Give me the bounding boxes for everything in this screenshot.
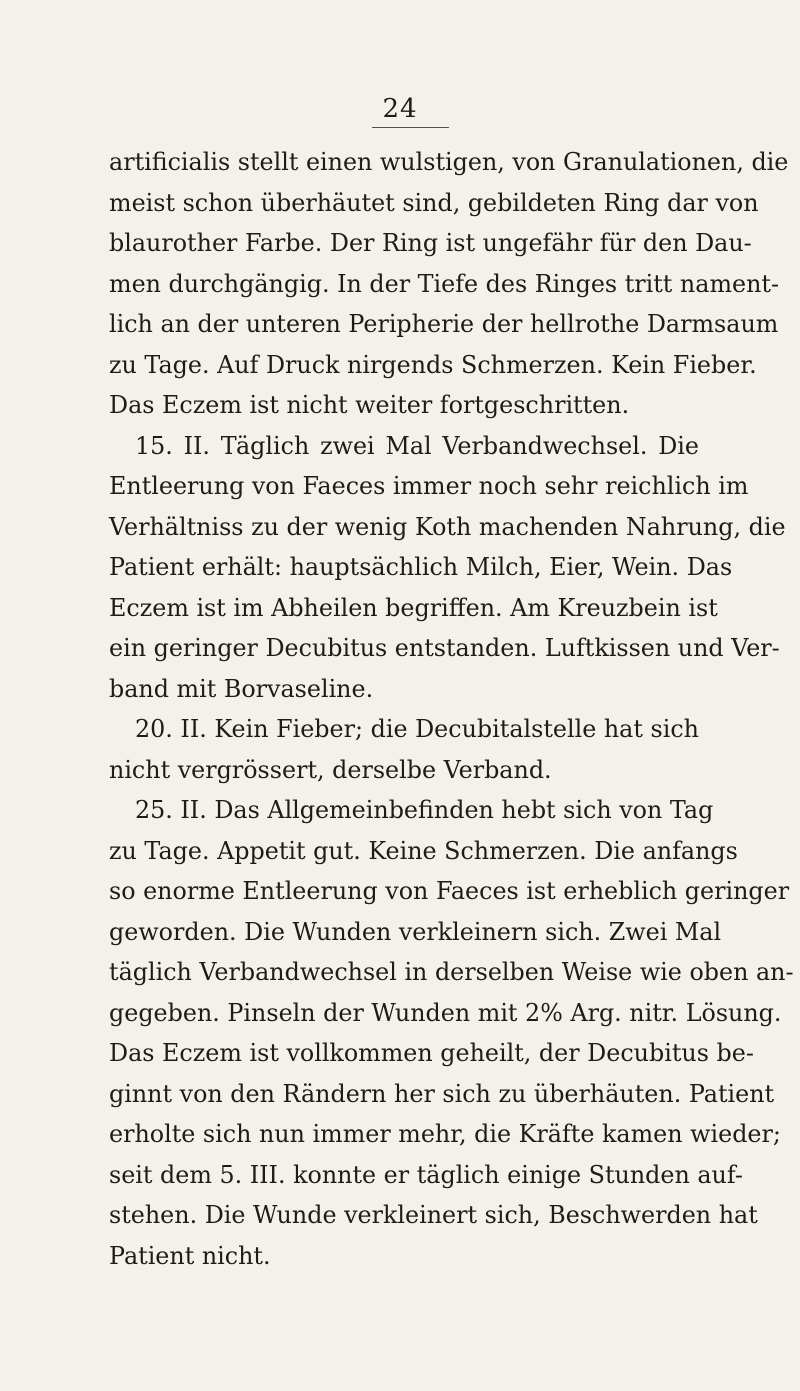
text-line: 20. II. Kein Fieber; die Decubitalstelle hat sich xyxy=(135,715,699,743)
text-line: seit dem 5. III. konnte er täglich einige Stunden auf- xyxy=(109,1160,743,1189)
text-line: Patient nicht. xyxy=(109,1241,271,1270)
page-number: 24 xyxy=(382,94,418,124)
text-line: so enorme Entleerung von Faeces ist erheblich geringer xyxy=(109,877,790,905)
text-line: erholte sich nun immer mehr, die Kräfte kamen wieder; xyxy=(109,1120,781,1148)
text-line: stehen. Die Wunde verkleinert sich, Beschwerden hat xyxy=(109,1201,758,1229)
body-text xyxy=(109,142,794,1276)
text-line: zu Tage. Auf Druck nirgends Schmerzen. Kein Fieber. xyxy=(109,350,757,379)
text-line: Patient erhält: hauptsächlich Milch, Eier, Wein. Das xyxy=(109,553,733,581)
text-line: men durchgängig. In der Tiefe des Ringes tritt nament- xyxy=(109,269,780,298)
text-line: artificialis stellt einen wulstigen, von Granulationen, die xyxy=(109,148,789,176)
text-line: meist schon überhäutet sind, gebildeten Ring dar von xyxy=(109,188,759,217)
text-line: ginnt von den Rändern her sich zu überhäuten. Patient xyxy=(109,1079,775,1108)
text-line: Eczem ist im Abheilen begriffen. Am Kreuzbein ist xyxy=(109,593,718,622)
text-line: Das Eczem ist vollkommen geheilt, der Decubitus be- xyxy=(109,1039,754,1067)
text-line: Verhältniss zu der wenig Koth machenden Nahrung, die xyxy=(109,512,786,541)
text-line: blaurother Farbe. Der Ring ist ungefähr für den Dau- xyxy=(109,229,752,257)
text-line: geworden. Die Wunden verkleinern sich. Zwei Mal xyxy=(109,917,722,946)
text-line: gegeben. Pinseln der Wunden mit 2% Arg. nitr. Lösung. xyxy=(109,998,782,1027)
text-line: täglich Verbandwechsel in derselben Weise wie oben an- xyxy=(109,958,794,986)
text-line: ein geringer Decubitus entstanden. Luftkissen und Ver- xyxy=(109,634,780,662)
text-line: zu Tage. Appetit gut. Keine Schmerzen. Die anfangs xyxy=(109,836,738,865)
text-line: Entleerung von Faeces immer noch sehr reichlich im xyxy=(109,472,749,500)
text-line: Das Eczem ist nicht weiter fortgeschritten. xyxy=(109,391,630,419)
text-line: band mit Borvaseline. xyxy=(109,674,374,703)
text-line: 15. II. Täglich zwei Mal Verbandwechsel. Die xyxy=(135,431,699,460)
text-line: lich an der unteren Peripherie der hellrothe Darmsaum xyxy=(109,310,779,338)
text-line: nicht vergrössert, derselbe Verband. xyxy=(109,755,552,784)
header-rule xyxy=(372,127,449,128)
text-line: 25. II. Das Allgemeinbefinden hebt sich von Tag xyxy=(135,796,714,824)
